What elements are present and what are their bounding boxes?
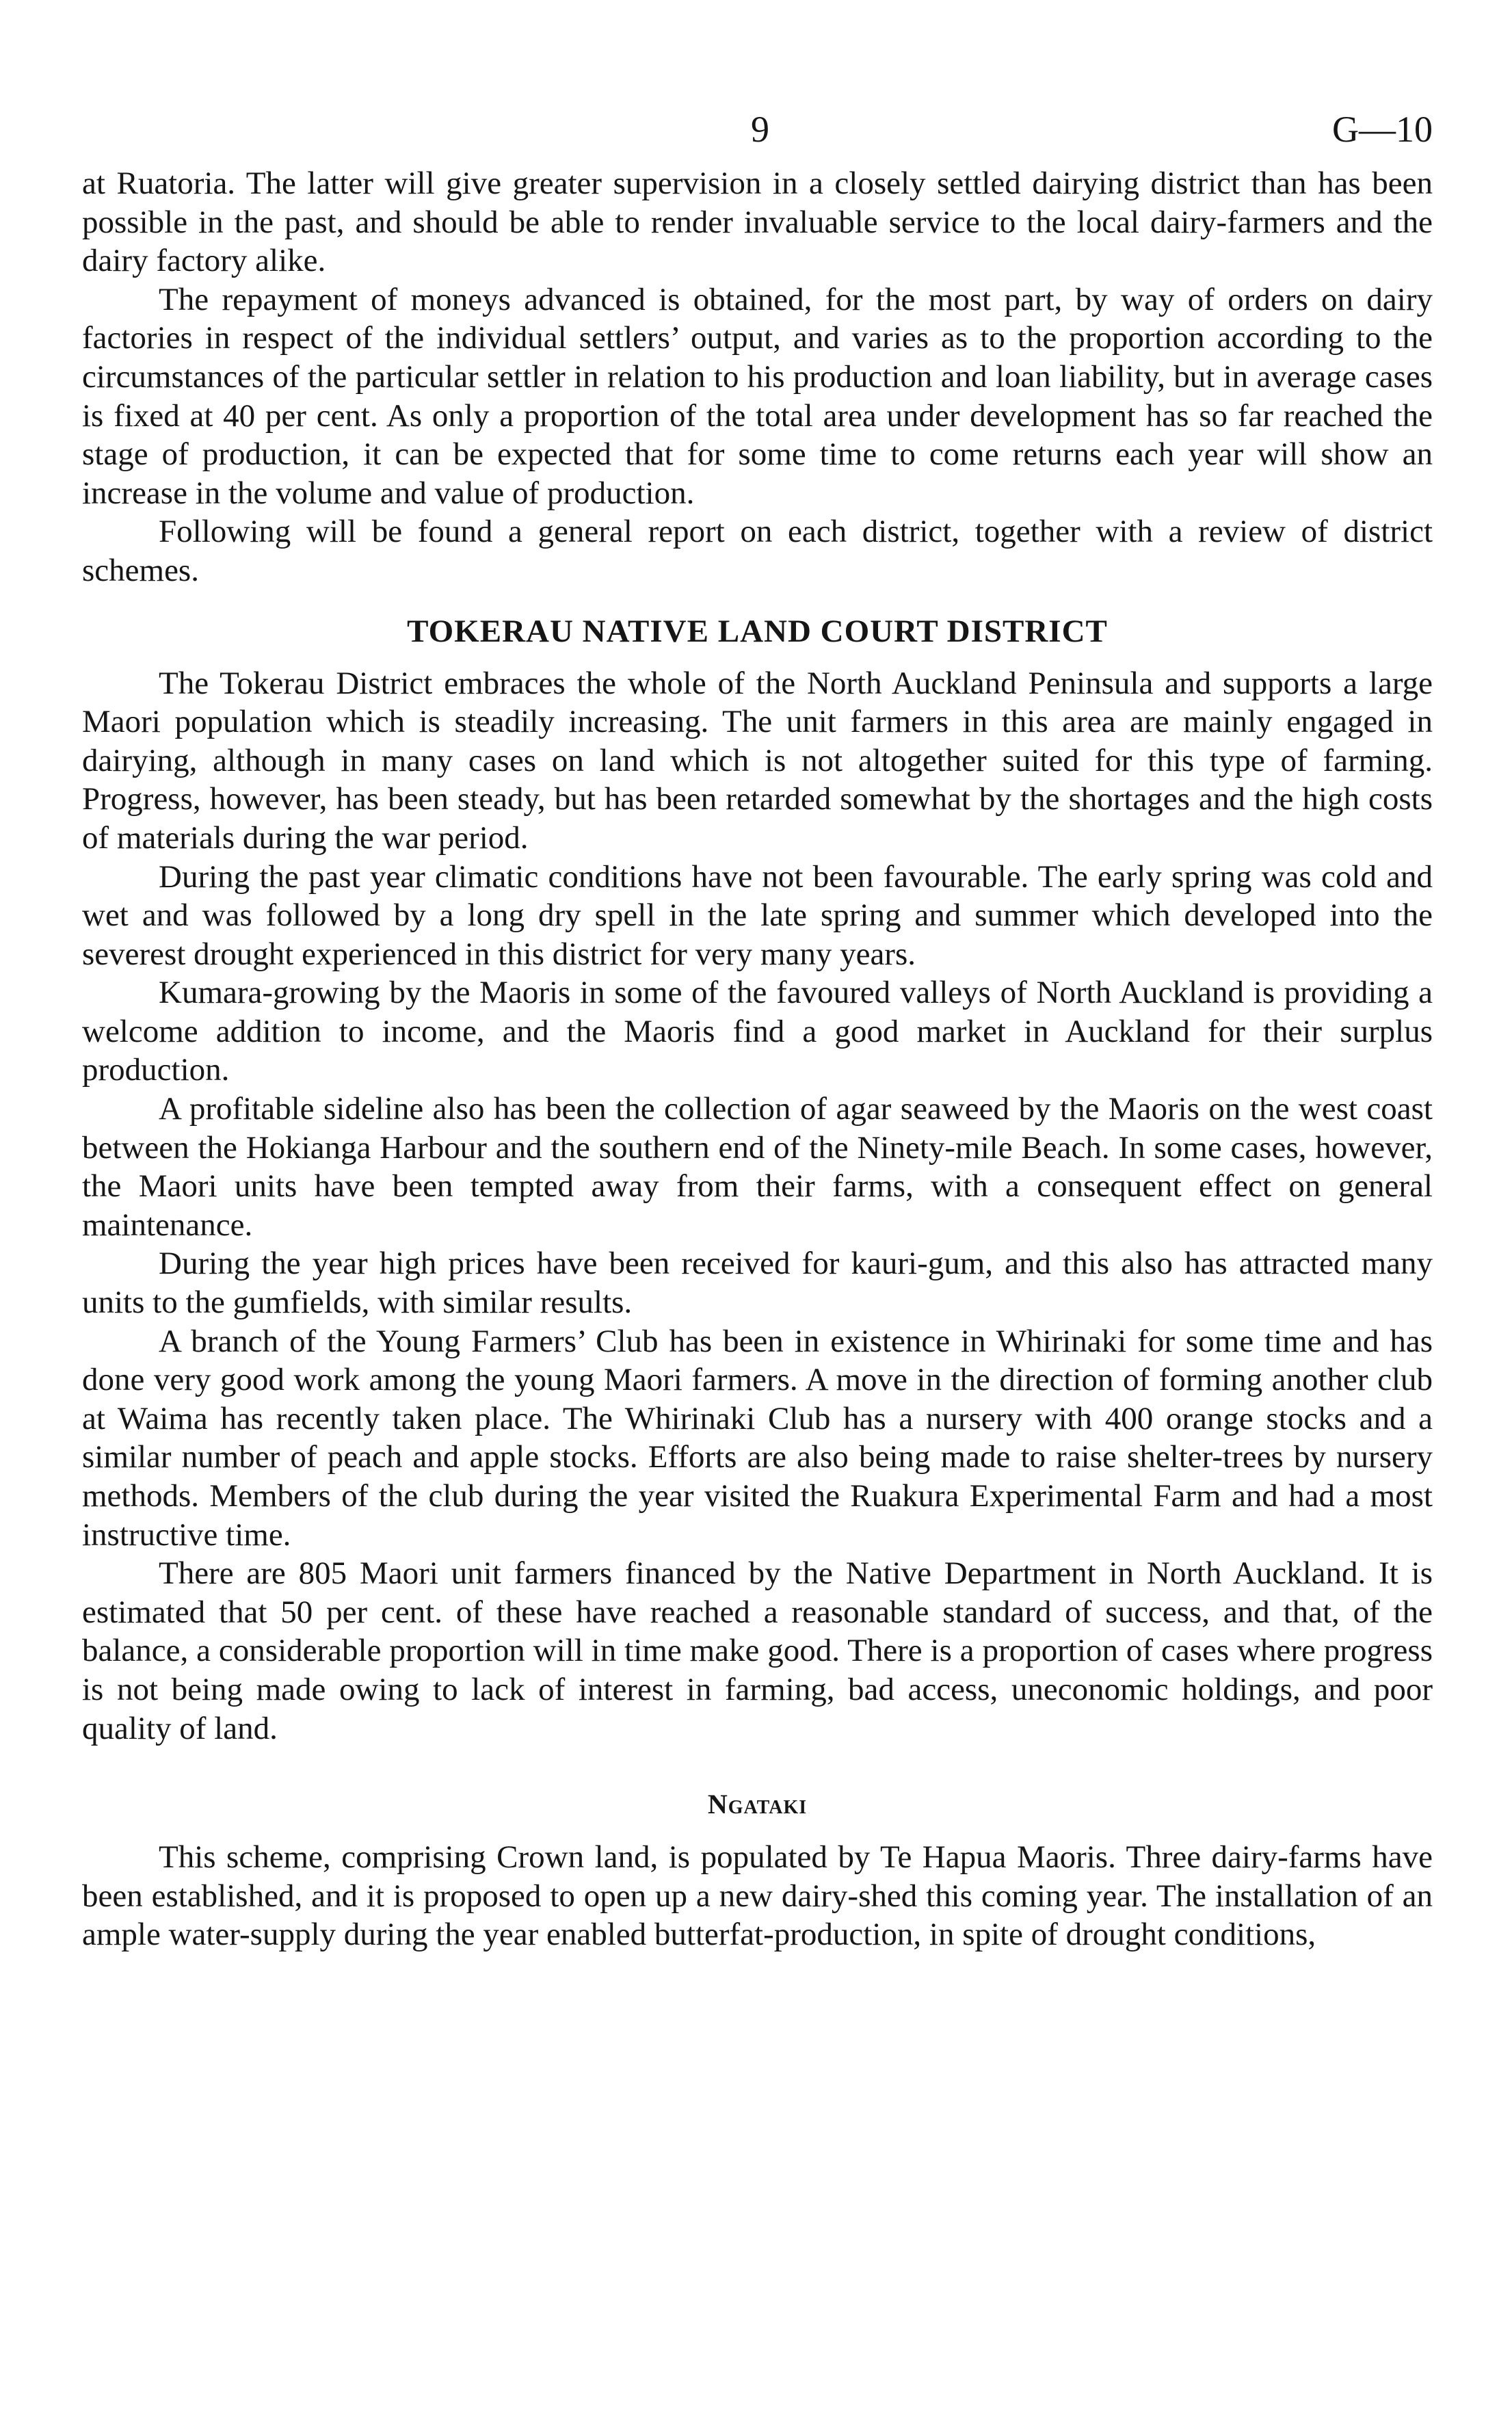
paragraph: A branch of the Young Farmers’ Club has been in existence in Whirinaki for some time and has done very good work among the young Maori farmers. A move in the direction of forming another club at Waima has recently taken place. The Whirinaki Club has a nursery with 400 orange stocks and a similar number of peach and apple stocks. Efforts are also being made to raise shelter-trees by nursery methods. Members of the club during the year visited the Ruakura Experimental Farm and had a most instructive time. — [82, 1323, 1433, 1553]
section-heading: TOKERAU NATIVE LAND COURT DISTRICT — [407, 613, 1108, 649]
page-header — [82, 103, 1433, 164]
paragraph: at Ruatoria. The latter will give greater supervision in a closely settled dairying district than has been possible in the past, and should be able to render invaluable service to the local dairy-farmers and the dairy factory alike. — [82, 166, 1433, 279]
paragraph: The repayment of moneys advanced is obtained, for the most part, by way of orders on dairy factories in respect of the individual settlers’ output, and varies as to the proportion according to the circumstances of the particular settler in relation to his production and loan liability, but in average cases is fixed at 40 per cent. As only a proportion of the total area under development has so far reached the stage of production, it can be expected that for some time to come returns each year will show an increase in the volume and value of production. — [82, 281, 1433, 511]
document-reference: G—10 — [1332, 109, 1433, 150]
paragraph: During the past year climatic conditions have not been favourable. The early spring was cold and wet and was followed by a long dry spell in the late spring and summer which developed into the severest drought experienced in this district for very many years. — [82, 858, 1433, 972]
paragraph: A profitable sideline also has been the collection of agar seaweed by the Maoris on the west coast between the Hokianga Harbour and the southern end of the Ninety-mile Beach. In some cases, however, the Maori units have been tempted away from their farms, with a consequent effect on general maintenance. — [82, 1091, 1433, 1243]
paragraph: During the year high prices have been received for kauri-gum, and this also has attracted many units to the gumfields, with similar results. — [82, 1246, 1433, 1321]
subsection-heading: Ngataki — [707, 1789, 808, 1820]
document-page — [82, 103, 1433, 1954]
tokerau-section — [82, 612, 1433, 1748]
ngataki-subsection — [82, 1787, 1433, 1954]
paragraph: Following will be found a general report on each district, together with a review of district schemes. — [82, 514, 1433, 588]
paragraph: Kumara-growing by the Maoris in some of the favoured valleys of North Auckland is providing a welcome addition to income, and the Maoris find a good market in Auckland for their surplus production. — [82, 975, 1433, 1088]
paragraph: The Tokerau District embraces the whole of the North Auckland Peninsula and supports a large Maori population which is steadily increasing. The unit farmers in this area are mainly engaged in dairying, although in many cases on land which is not altogether suited for this type of farming. Progress, however, has been steady, but has been retarded somewhat by the shortages and the high costs of materials during the war period. — [82, 665, 1433, 856]
paragraph: There are 805 Maori unit farmers financed by the Native Department in North Auckland. It is estimated that 50 per cent. of these have reached a reasonable standard of success, and that, of the balance, a considerable proportion will in time make good. There is a proportion of cases where progress is not being made owing to lack of interest in farming, bad access, uneconomic holdings, and poor quality of land. — [82, 1555, 1433, 1746]
page-number: 9 — [751, 109, 769, 150]
paragraph: This scheme, comprising Crown land, is populated by Te Hapua Maoris. Three dairy-farms have been established, and it is proposed to open up a new dairy-shed this coming year. The installation of an ample water-supply during the year enabled butterfat-production, in spite of drought conditions, — [82, 1839, 1433, 1953]
intro-section — [82, 164, 1433, 590]
